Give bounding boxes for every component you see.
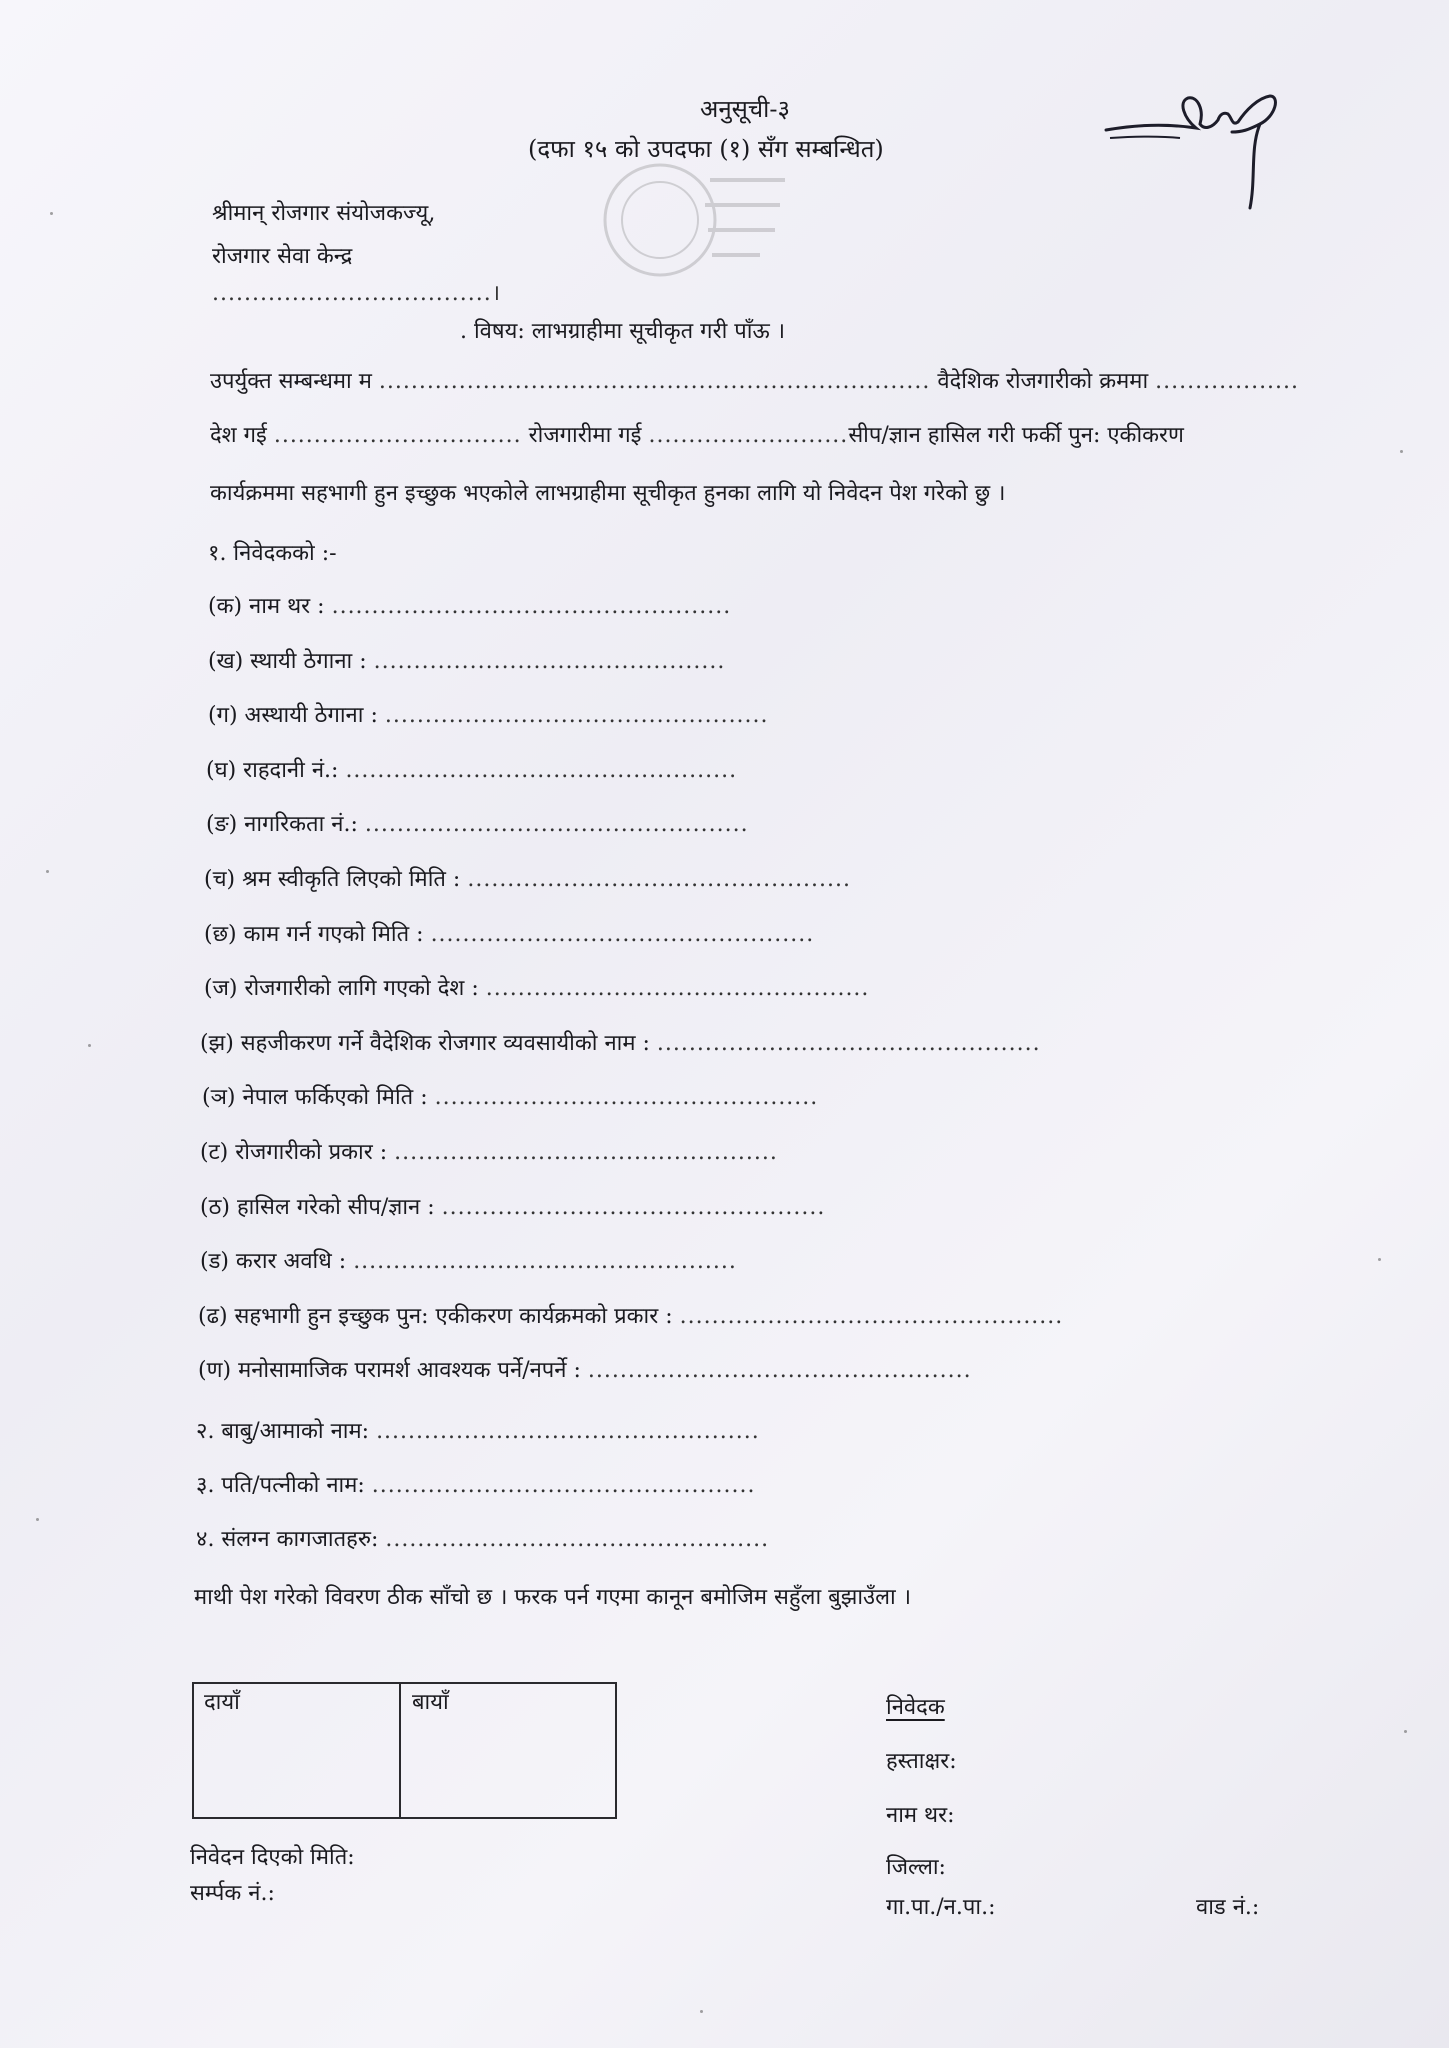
section1-title: १. निवेदकको :- xyxy=(208,541,337,566)
field-label: (ट) रोजगारीको प्रकार : xyxy=(200,1140,388,1165)
addressee-line2: रोजगार सेवा केन्द्र xyxy=(212,244,353,269)
fill-blank: ................................................ xyxy=(656,1031,1041,1056)
attachments-field xyxy=(196,1526,769,1554)
fill-blank: .................. xyxy=(1155,369,1300,394)
fill-blank: ................................................ xyxy=(364,812,749,837)
fill-blank: ................................................ xyxy=(441,1195,826,1220)
field-label: (ञ) नेपाल फर्किएको मिति : xyxy=(202,1085,428,1110)
applicant-field-row xyxy=(204,921,814,949)
applicant-district: जिल्ला: xyxy=(886,1855,946,1880)
body-text: रोजगारीमा गई xyxy=(528,423,642,448)
thumbprint-divider xyxy=(399,1684,401,1817)
schedule-subtitle: (दफा १५ को उपदफा (१) सँग सम्बन्धित) xyxy=(528,135,884,163)
field-label: (ज) रोजगारीको लागि गएको देश : xyxy=(204,976,479,1001)
applicant-field-row xyxy=(202,1084,818,1112)
fill-blank: ................................................ xyxy=(394,1140,778,1165)
applicant-field-row xyxy=(200,1248,737,1276)
fill-blank: ................................................ xyxy=(384,703,769,728)
body-line3: कार्यक्रममा सहभागी हुन इच्छुक भएकोले लाभग्राहीमा सूचीकृत हुनका लागि यो निवेदन पेश गरेको छु । xyxy=(210,481,1006,506)
applicant-municipality: गा.पा./न.पा.: xyxy=(886,1895,996,1920)
fill-blank: ..................................................................... xyxy=(378,369,931,394)
fill-blank: ................................................ xyxy=(467,867,852,892)
field-label: (ढ) सहभागी हुन इच्छुक पुन: एकीकरण कार्यक्रमको प्रकार : xyxy=(198,1304,673,1329)
applicant-field-row xyxy=(208,593,731,621)
applicant-field-row xyxy=(208,702,769,730)
scan-speck xyxy=(1404,1730,1407,1733)
field-label: (ड) करार अवधि : xyxy=(200,1249,347,1274)
applicant-field-row xyxy=(206,757,737,785)
field-label: (क) नाम थर : xyxy=(208,594,325,619)
left-thumb-label: बायाँ xyxy=(412,1690,449,1715)
parents-name-field xyxy=(196,1418,760,1446)
application-date: निवेदन दिएको मिति: xyxy=(190,1845,355,1870)
scan-speck xyxy=(50,212,53,215)
office-seal xyxy=(590,150,790,290)
applicant-signature: हस्ताक्षर: xyxy=(886,1749,957,1774)
field-label: ४. संलग्न कागजातहरु: xyxy=(196,1527,379,1552)
fill-blank: ................................................ xyxy=(485,976,870,1001)
body-line1 xyxy=(210,368,1299,396)
scan-speck xyxy=(1400,450,1403,453)
field-label: (ङ) नागरिकता नं.: xyxy=(206,812,358,837)
applicant-field-row xyxy=(198,1357,972,1385)
fill-blank: ................................................ xyxy=(376,1419,760,1444)
applicant-field-row xyxy=(208,648,725,676)
applicant-ward: वाड नं.: xyxy=(1196,1895,1260,1920)
field-label: (ग) अस्थायी ठेगाना : xyxy=(208,703,378,728)
field-label: ३. पति/पत्नीको नाम: xyxy=(196,1473,365,1498)
field-label: (घ) राहदानी नं.: xyxy=(206,758,339,783)
scan-speck xyxy=(700,2010,703,2013)
schedule-title: अनुसूची-३ xyxy=(700,95,790,123)
body-text: देश गई xyxy=(210,423,267,448)
applicant-field-row xyxy=(200,1194,825,1222)
fill-blank: ................................................ xyxy=(430,922,815,947)
fill-blank: ................................................. xyxy=(345,758,738,783)
applicant-field-row xyxy=(206,811,749,839)
applicant-field-row xyxy=(198,1303,1063,1331)
fill-blank: ................................................ xyxy=(371,1473,756,1498)
declaration-text: माथी पेश गरेको विवरण ठीक साँचो छ । फरक पर्न गएमा कानून बमोजिम सहुँला बुझाउँला । xyxy=(194,1585,912,1610)
addressee-line3: ...................................। xyxy=(212,281,502,306)
applicant-field-row xyxy=(200,1030,1041,1058)
applicant-field-row xyxy=(200,1139,778,1167)
scan-speck xyxy=(36,1518,39,1521)
body-text: सीप/ज्ञान हासिल गरी फर्की पुन: एकीकरण xyxy=(848,423,1184,448)
signature-mark xyxy=(1100,58,1320,218)
body-text: वैदेशिक रोजगारीको क्रममा xyxy=(937,369,1149,394)
fill-blank: ................................................ xyxy=(434,1085,819,1110)
applicant-field-row xyxy=(204,975,869,1003)
fill-blank: ............................................ xyxy=(373,649,726,674)
scan-speck xyxy=(88,1044,91,1047)
spouse-name-field xyxy=(196,1472,755,1500)
applicant-name: नाम थर: xyxy=(886,1803,955,1828)
field-label: (छ) काम गर्न गएको मिति : xyxy=(204,922,424,947)
fill-blank: ................................................ xyxy=(385,1527,770,1552)
fill-blank: ......................... xyxy=(648,423,849,448)
field-label: (झ) सहजीकरण गर्ने वैदेशिक रोजगार व्यवसायीको नाम : xyxy=(200,1031,650,1056)
fill-blank: ................................................ xyxy=(587,1358,972,1383)
fill-blank: ............................... xyxy=(273,423,522,448)
fill-blank: .................................................. xyxy=(331,594,732,619)
field-label: (च) श्रम स्वीकृति लिएको मिति : xyxy=(204,867,461,892)
applicant-field-row xyxy=(204,866,851,894)
field-label: (ख) स्थायी ठेगाना : xyxy=(208,649,367,674)
field-label: २. बाबु/आमाको नाम: xyxy=(196,1419,370,1444)
fill-blank: ................................................ xyxy=(679,1304,1064,1329)
right-thumb-label: दायाँ xyxy=(204,1690,240,1715)
thumbprint-box xyxy=(192,1682,617,1819)
applicant-heading: निवेदक xyxy=(886,1695,945,1720)
contact-number: सर्म्पक नं.: xyxy=(190,1881,275,1906)
scan-speck xyxy=(46,870,49,873)
scan-speck xyxy=(1378,1258,1381,1261)
body-line2 xyxy=(210,422,1184,450)
fill-blank: ................................................ xyxy=(353,1249,737,1274)
body-text: उपर्युक्त सम्बन्धमा म xyxy=(210,369,372,394)
field-label: (ठ) हासिल गरेको सीप/ज्ञान : xyxy=(200,1195,435,1220)
addressee-line1: श्रीमान् रोजगार संयोजकज्यू, xyxy=(212,201,436,226)
subject-line: . विषय: लाभग्राहीमा सूचीकृत गरी पाँऊ । xyxy=(460,319,786,344)
field-label: (ण) मनोसामाजिक परामर्श आवश्यक पर्ने/नपर्ने : xyxy=(198,1358,581,1383)
